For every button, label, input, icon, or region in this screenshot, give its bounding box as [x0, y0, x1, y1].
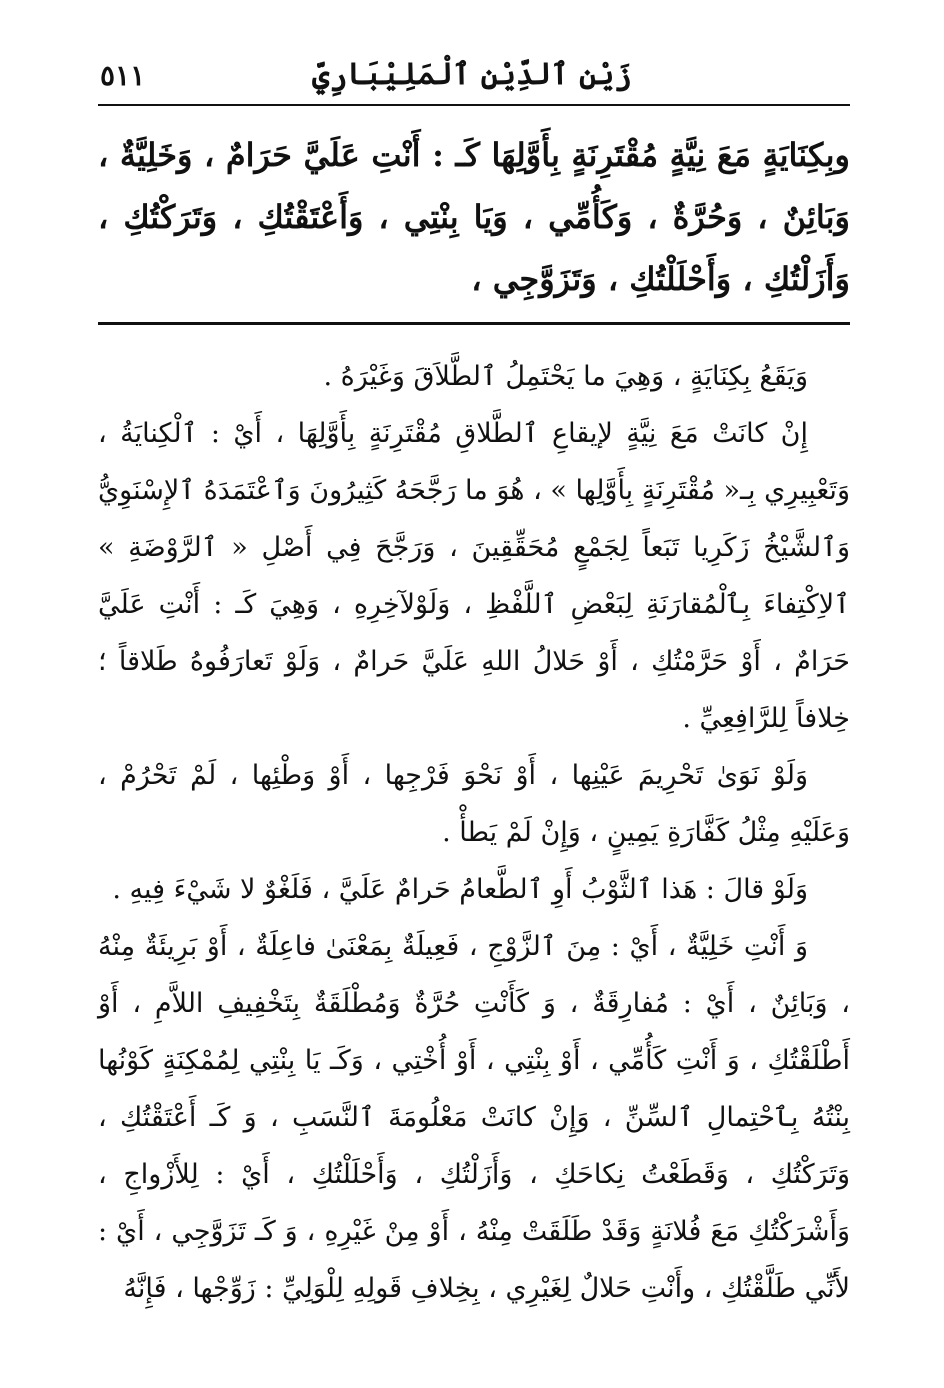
page-header — [100, 52, 844, 102]
commentary-paragraph: وَلَوْ قالَ : هَذا ٱلثَّوْبُ أَوِ ٱلطَّعامُ حَرامٌ عَلَيَّ ، فَلَغْوٌ لا شَيْءَ فِيهِ . — [112, 874, 808, 905]
commentary — [98, 348, 850, 1317]
header-rule — [98, 104, 850, 106]
page-number: ٥١١ — [100, 59, 146, 92]
running-title: زَيْن ٱلدِّيْنِ ٱلْمَلِيْبَارِيِّ — [312, 57, 632, 92]
commentary-paragraph: وَيَقَعُ بِكِنَايَةٍ ، وَهِيَ ما يَحْتَمِلُ ٱلطَّلاَقَ وَغَيْرَهُ . — [323, 361, 808, 392]
separator-rule — [98, 322, 850, 325]
matn-text: وبِكِنَايَةٍ مَعَ نِيَّةٍ مُقْتَرِنَةٍ بِأَوَّلِهَا كَـ : أَنْتِ عَلَيَّ حَرَامٌ ، وَخَلِيَّةٌ ، وَبَائِنٌ ، وَحُرَّةٌ ، وَكَأُمِّي ، وَيَا بِنْتِي ، وَأَعْتَقْتُكِ ، وَتَرَكْتُكِ ، وَأَزَلْتُكِ ، وَأَحْلَلْتُكِ ، وَتَزَوَّجِي ، — [98, 136, 850, 298]
commentary-paragraph: وَلَوْ نَوَىٰ تَحْرِيمَ عَيْنِها ، أَوْ نَحْوَ فَرْجِها ، أَوْ وَطْئِها ، لَمْ تَحْرُمْ ، وَعَلَيْهِ مِثْلُ كَفَّارَةِ يَمِينٍ ، وَإِنْ لَمْ يَطأْ . — [98, 760, 850, 848]
commentary-paragraph: إِنْ كانَتْ مَعَ نِيَّةٍ لإيقاعِ ٱلطَّلاقِ مُقْتَرِنَةٍ بِأَوَّلِهَا ، أَيْ : ٱلْكِنايَةُ ، وَتَعْبِيرِي بِـ« مُقْتَرِنَةٍ بِأَوَّلِها » ، هُوَ ما رَجَّحَهُ كَثِيرُونَ وَٱعْتَمَدَهُ ٱلإِسْنَوِيُّ وَٱلشَّيْخُ زَكَرِيا تَبَعاً لِجَمْعٍ مُحَقِّقِينَ ، وَرَجَّحَ فِي أَصْلِ « ٱلرَّوْضَةِ » ٱلاِكْتِفاءَ بِٱلْمُقارَنَةِ لِبَعْضِ ٱللَّفْظِ ، وَلَوْلآخِرِهِ ، وَهِيَ كَـ : أَنْتِ عَلَيَّ حَرَامٌ ، أَوْ حَرَّمْتُكِ ، أَوْ حَلالُ اللهِ عَلَيَّ حَرامٌ ، وَلَوْ تَعارَفُوهُ طَلاقاً ؛ خِلافاً لِلرَّافِعِيِّ . — [98, 418, 850, 734]
commentary-paragraph: وَ أَنْتِ خَلِيَّةٌ ، أَيْ : مِنَ ٱلزَّوْجِ ، فَعِيلَةٌ بِمَعْنَىٰ فاعِلَةٌ ، أَوْ بَرِيئَةٌ مِنْهُ ، وَبَائِنٌ ، أَيْ : مُفارِقَةٌ ، وَ كَأَنْتِ حُرَّةٌ وَمُطْلَقَةٌ بِتَخْفِيفِ اللاَّمِ ، أَوْ أَطْلَقْتُكِ ، وَ أَنْتِ كَأُمِّي ، أَوْ بِنْتِي ، أَوْ أُخْتِي ، وَكَـ يَا بِنْتِي لِمُمْكِنَةٍ كَوْنُها بِنْتُهُ بِٱحْتِمالِ ٱلسِّنِّ ، وَإِنْ كانَتْ مَعْلُومَةَ ٱلنَّسَبِ ، وَ كَـ أَعْتَقْتُكِ ، وَتَرَكْتُكِ ، وَقَطَعْتُ نِكاحَكِ ، وَأَزَلْتُكِ ، وَأَحْلَلْتُكِ ، أَيْ : لِلأَزْواجِ ، وَأَشْرَكْتُكِ مَعَ فُلانَةٍ وَقَدْ طَلَقَتْ مِنْهُ ، أَوْ مِنْ غَيْرِهِ ، وَ كَـ تَزَوَّجِي ، أَيْ : لأَنِّي طَلَّقْتُكِ ، وأَنْتِ حَلالٌ لِغَيْرِي ، بِخِلافِ قَولِهِ لِلْوَلِيِّ : زَوِّجْها ، فَإِنَّهُ — [98, 931, 850, 1304]
